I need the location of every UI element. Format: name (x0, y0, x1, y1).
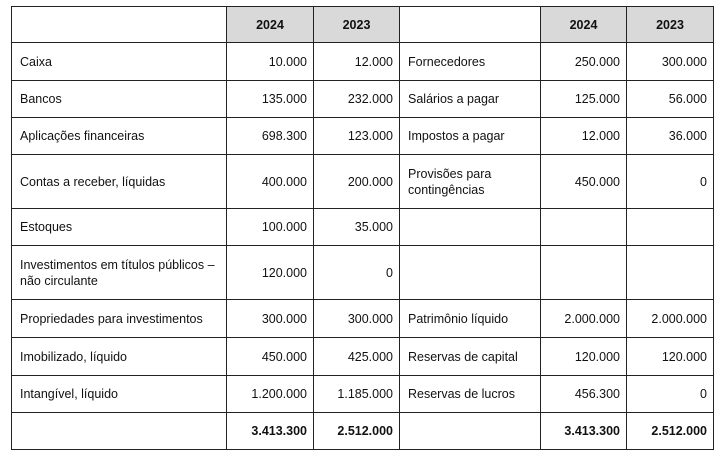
liability-value-2024: 250.000 (541, 43, 627, 81)
asset-value-2023: 123.000 (314, 118, 400, 155)
table-row (12, 376, 714, 413)
asset-label: Contas a receber, líquidas (12, 155, 227, 209)
liability-value-2023: 120.000 (627, 338, 714, 376)
total-assets-2024: 3.413.300 (227, 413, 314, 450)
totals-assets-label (12, 413, 227, 450)
header-row (12, 7, 714, 43)
liability-value-2023: 0 (627, 155, 714, 209)
asset-label: Imobilizado, líquido (12, 338, 227, 376)
liability-value-2024 (541, 246, 627, 300)
asset-value-2023: 1.185.000 (314, 376, 400, 413)
liability-value-2023: 0 (627, 376, 714, 413)
totals-row (12, 413, 714, 450)
liability-label: Salários a pagar (400, 81, 541, 118)
asset-value-2024: 400.000 (227, 155, 314, 209)
liability-value-2024: 12.000 (541, 118, 627, 155)
header-assets-label (12, 7, 227, 43)
liability-label: Provisões para contingências (400, 155, 541, 209)
asset-label: Caixa (12, 43, 227, 81)
liability-value-2023: 300.000 (627, 43, 714, 81)
asset-value-2023: 35.000 (314, 209, 400, 246)
asset-value-2023: 200.000 (314, 155, 400, 209)
header-liabilities-2024: 2024 (541, 7, 627, 43)
liability-value-2024: 2.000.000 (541, 300, 627, 338)
asset-label: Aplicações financeiras (12, 118, 227, 155)
balance-sheet-table (11, 6, 714, 450)
asset-label: Investimentos em títulos públicos – não circulante (12, 246, 227, 300)
liability-label: Reservas de lucros (400, 376, 541, 413)
liability-value-2024: 120.000 (541, 338, 627, 376)
asset-value-2024: 135.000 (227, 81, 314, 118)
table-row (12, 155, 714, 209)
asset-value-2024: 300.000 (227, 300, 314, 338)
table-row (12, 81, 714, 118)
table-row (12, 209, 714, 246)
liability-label: Impostos a pagar (400, 118, 541, 155)
asset-value-2024: 450.000 (227, 338, 314, 376)
asset-value-2024: 1.200.000 (227, 376, 314, 413)
asset-label: Propriedades para investimentos (12, 300, 227, 338)
liability-value-2024: 456.300 (541, 376, 627, 413)
asset-value-2023: 425.000 (314, 338, 400, 376)
liability-label (400, 246, 541, 300)
table-row (12, 338, 714, 376)
liability-value-2023 (627, 246, 714, 300)
asset-value-2023: 232.000 (314, 81, 400, 118)
table-row (12, 43, 714, 81)
liability-value-2023 (627, 209, 714, 246)
total-liabilities-2024: 3.413.300 (541, 413, 627, 450)
table-row (12, 246, 714, 300)
total-liabilities-2023: 2.512.000 (627, 413, 714, 450)
liability-label: Patrimônio líquido (400, 300, 541, 338)
liability-value-2023: 2.000.000 (627, 300, 714, 338)
asset-value-2023: 0 (314, 246, 400, 300)
liability-value-2024 (541, 209, 627, 246)
asset-label: Bancos (12, 81, 227, 118)
liability-label (400, 209, 541, 246)
liability-value-2024: 450.000 (541, 155, 627, 209)
header-liabilities-2023: 2023 (627, 7, 714, 43)
liability-label: Reservas de capital (400, 338, 541, 376)
asset-value-2024: 698.300 (227, 118, 314, 155)
liability-value-2023: 56.000 (627, 81, 714, 118)
asset-value-2023: 300.000 (314, 300, 400, 338)
asset-value-2024: 10.000 (227, 43, 314, 81)
header-liabilities-label (400, 7, 541, 43)
liability-value-2024: 125.000 (541, 81, 627, 118)
liability-value-2023: 36.000 (627, 118, 714, 155)
asset-value-2024: 100.000 (227, 209, 314, 246)
asset-label: Intangível, líquido (12, 376, 227, 413)
header-assets-2023: 2023 (314, 7, 400, 43)
liability-label: Fornecedores (400, 43, 541, 81)
table-row (12, 118, 714, 155)
asset-label: Estoques (12, 209, 227, 246)
asset-value-2023: 12.000 (314, 43, 400, 81)
total-assets-2023: 2.512.000 (314, 413, 400, 450)
table-row (12, 300, 714, 338)
asset-value-2024: 120.000 (227, 246, 314, 300)
totals-liabilities-label (400, 413, 541, 450)
header-assets-2024: 2024 (227, 7, 314, 43)
